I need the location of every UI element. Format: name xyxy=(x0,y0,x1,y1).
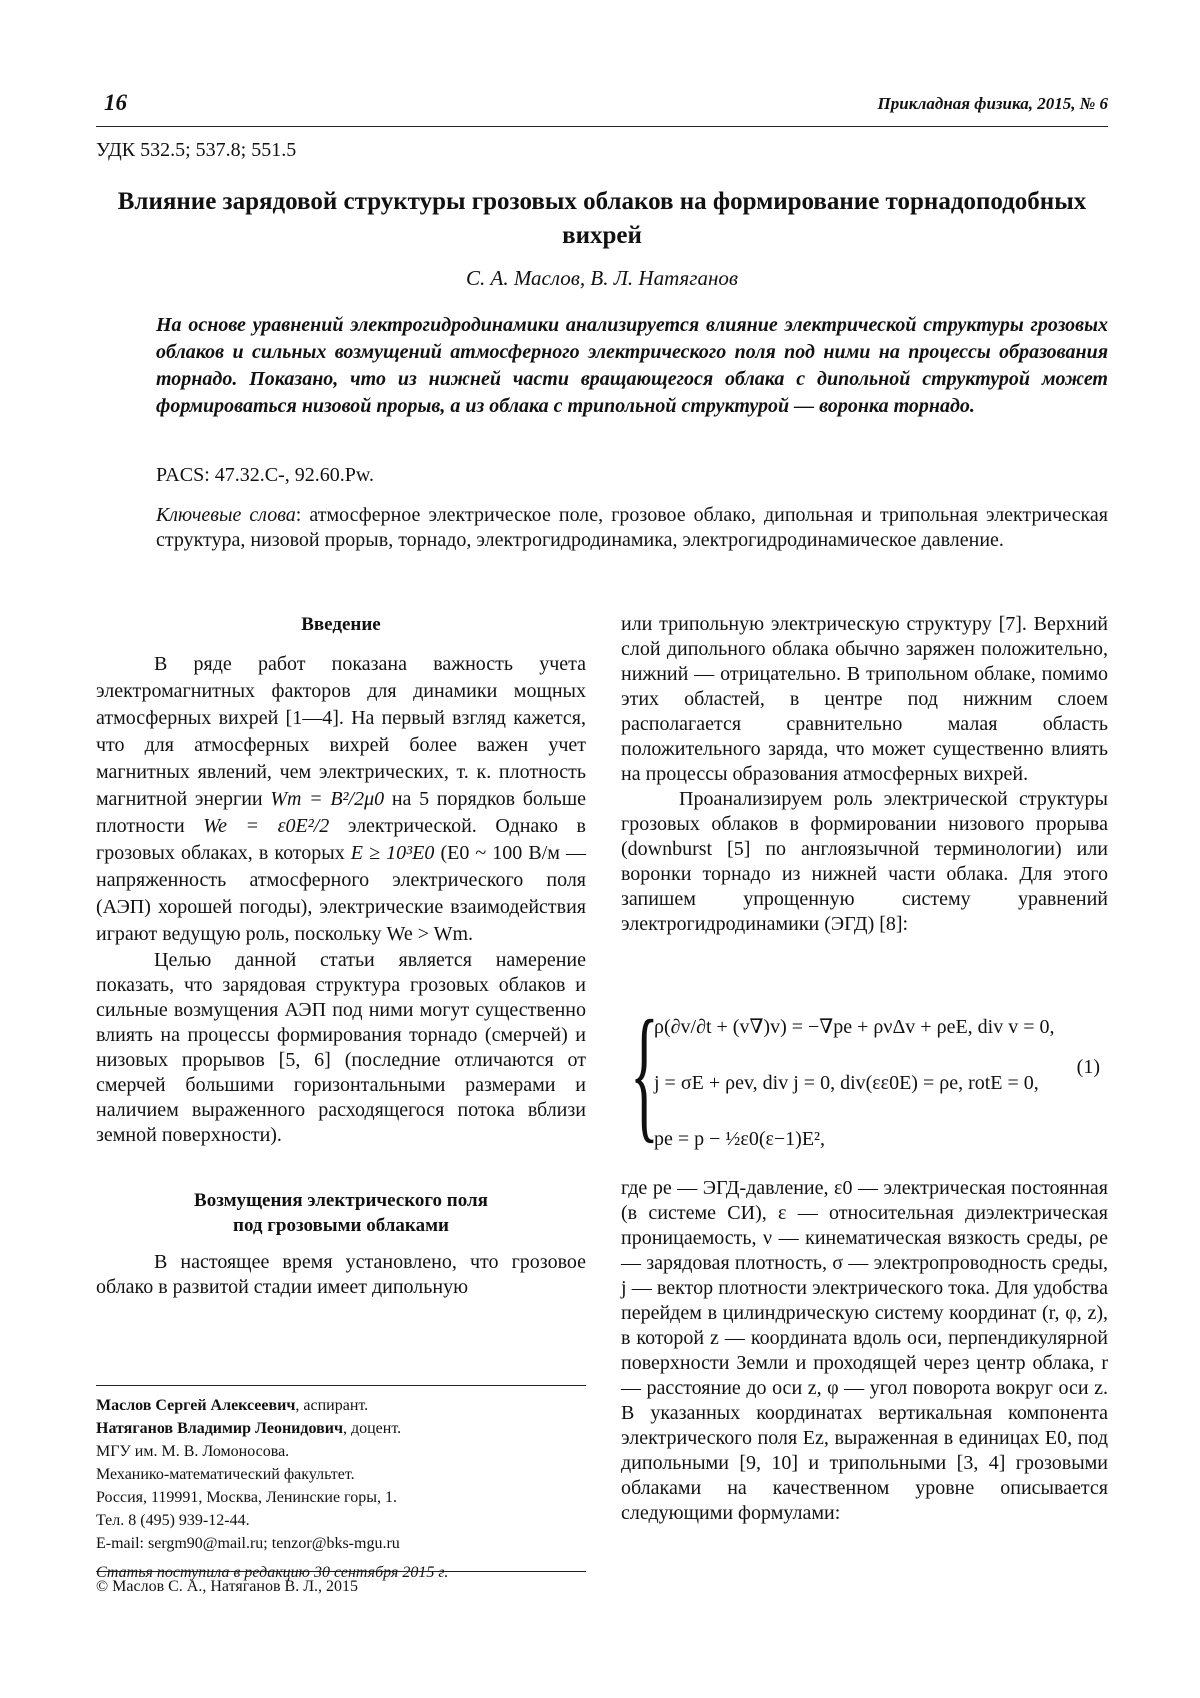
keywords-label: Ключевые слова xyxy=(156,504,296,526)
equation-line-3: pe = p − ½ε0(ε−1)E², xyxy=(654,1128,826,1150)
intro-text-c: электрической. Однако в грозовых облаках, в которых xyxy=(96,815,587,864)
author-1-role: , аспирант. xyxy=(295,1397,369,1414)
footnote-phone: Тел. 8 (495) 939-12-44. xyxy=(96,1512,250,1529)
author-1-name: Маслов Сергей Алексеевич xyxy=(96,1397,296,1414)
abstract: На основе уравнений электрогидродинамики анализируется влияние электрической структуры грозовых облаков и сильных возмущений атмосферного электрического поля под ними на процессы образования торнадо. Показано, что из нижней части вращающегося облака с дипольной структурой может формироваться низовой прорыв, а из облака с трипольной структурой — воронка торнадо. xyxy=(156,314,1108,417)
right-column-bottom xyxy=(621,1176,1108,1526)
section-heading-2-line-1: Возмущения электрического поля xyxy=(194,1190,488,1211)
keywords xyxy=(156,503,1108,553)
intro-paragraph-1 xyxy=(96,651,586,948)
footnote-affiliation: МГУ им. М. В. Ломоносова. xyxy=(96,1443,290,1460)
footnote-address: Россия, 119991, Москва, Ленинские горы, 1. xyxy=(96,1489,397,1506)
udc-code: УДК 532.5; 537.8; 551.5 xyxy=(96,139,297,161)
equation-system-1 xyxy=(630,990,1110,1168)
footnote-email: E-mail: sergm90@mail.ru; tenzor@bks-mgu.ru xyxy=(96,1535,400,1552)
footnote-author-1 xyxy=(96,1394,586,1417)
footnote-faculty: Механико-математический факультет. xyxy=(96,1466,355,1483)
formula-wm: Wm = B²/2μ0 xyxy=(270,788,385,810)
authors: С. А. Маслов, В. Л. Натяганов xyxy=(465,266,738,290)
right-paragraph-2: Проанализируем роль электрической структуры грозовых облаков в формировании низового прорыва (downburst [5] по англоязычной терминологии) или воронки торнадо из нижней части облака. Для этого запишем упрощенную систему уравнений электрогидродинамики (ЭГД) [8]: xyxy=(621,788,1108,935)
section-2-paragraph: В настоящее время установлено, что грозовое облако в развитой стадии имеет дипольную xyxy=(96,1251,586,1298)
page-number: 16 xyxy=(104,90,127,115)
intro-paragraph-2: Целью данной статьи является намерение показать, что зарядовая структура грозовых облаков и сильные возмущения АЭП под ними могут существенно влиять на процессы формирования торнадо (смерчей) и низовых прорывов [5, 6] (последние отличаются от смерчей большими горизонтальными размерами и наличием выраженного расходящегося потока вблизи земной поверхности). xyxy=(96,949,586,1146)
equation-brace: { xyxy=(630,990,659,1156)
author-2-name: Натяганов Владимир Леонидович xyxy=(96,1420,343,1437)
section-heading-2-line-2: под грозовыми облаками xyxy=(233,1215,449,1236)
intro-text-a: В ряде работ показана важность учета электромагнитных факторов для динамики мощных атмосферных вихрей [1—4]. На первый взгляд кажется, что для атмосферных вихрей более важен учет магнитных явлений, чем электрических, т. к. плотность магнитной энергии xyxy=(96,653,586,810)
equation-line-1: ρ(∂v/∂t + (v∇)v) = −∇pe + ρνΔv + ρeE, div v = 0, xyxy=(654,1016,1055,1038)
left-column xyxy=(96,612,586,1300)
article-title: Влияние зарядовой структуры грозовых облаков на формирование торнадоподобных вихрей xyxy=(117,188,1087,249)
formula-e: E ≥ 10³E0 xyxy=(350,842,435,864)
keywords-text: : атмосферное электрическое поле, грозовое облако, дипольная и трипольная электрическая структура, низовой прорыв, торнадо, электрогидродинамика, электрогидродинамическое давление. xyxy=(156,504,1109,551)
formula-we: We = ε0E²/2 xyxy=(203,815,330,837)
pacs-codes: PACS: 47.32.С-, 92.60.Pw. xyxy=(156,464,375,486)
copyright: © Маслов С. А., Натяганов В. Л., 2015 xyxy=(96,1571,586,1596)
equation-line-2: j = σE + ρev, div j = 0, div(εε0E) = ρe, rotE = 0, xyxy=(654,1072,1039,1094)
intro-text-d: (E0 ~ 100 В/м — напряженность атмосферного электрического поля (АЭП) хорошей погоды), электрические взаимодействия играют ведущую роль, поскольку We > Wm. xyxy=(96,842,586,945)
journal-reference: Прикладная физика, 2015, № 6 xyxy=(877,94,1108,113)
right-column-top xyxy=(621,612,1108,937)
running-header xyxy=(96,86,1108,127)
right-paragraph-1: или трипольную электрическую структуру [7]. Верхний слой дипольного облака обычно заряжен положительно, нижний — отрицательно. В трипольном облаке, помимо этих областей, в центре под нижним слоем располагается сравнительно малая область положительного заряда, что может существенно влиять на процессы образования атмосферных вихрей. xyxy=(621,613,1108,785)
footnote-author-2 xyxy=(96,1417,586,1440)
equation-number: (1) xyxy=(1076,1056,1100,1078)
author-2-role: , доцент. xyxy=(342,1420,402,1437)
received-date: Статья поступила в редакцию 30 сентября 2015 г. xyxy=(96,1564,449,1581)
right-paragraph-3: где pe — ЭГД-давление, ε0 — электрическая постоянная (в системе СИ), ε — относительная диэлектрическая проницаемость, ν — кинематическая вязкость среды, ρe — зарядовая плотность, σ — электропроводность среды, j — вектор плотности электрического тока. Для удобства перейдем в цилиндрическую систему координат (r, φ, z), в которой z — координата вдоль оси, перпендикулярной поверхности Земли и проходящей через центр облака, r — расстояние до оси z, φ — угол поворота вокруг оси z. В указанных координатах вертикальная компонента электрического поля Ez, выраженная в единицах E0, под дипольными [9, 10] и трипольными [3, 4] грозовыми облаками на качественном уровне описывается следующими формулами: xyxy=(621,1177,1108,1524)
intro-text-b: на 5 порядков больше плотности xyxy=(96,788,587,837)
author-footnote xyxy=(96,1385,586,1584)
section-heading-intro: Введение xyxy=(301,614,381,635)
